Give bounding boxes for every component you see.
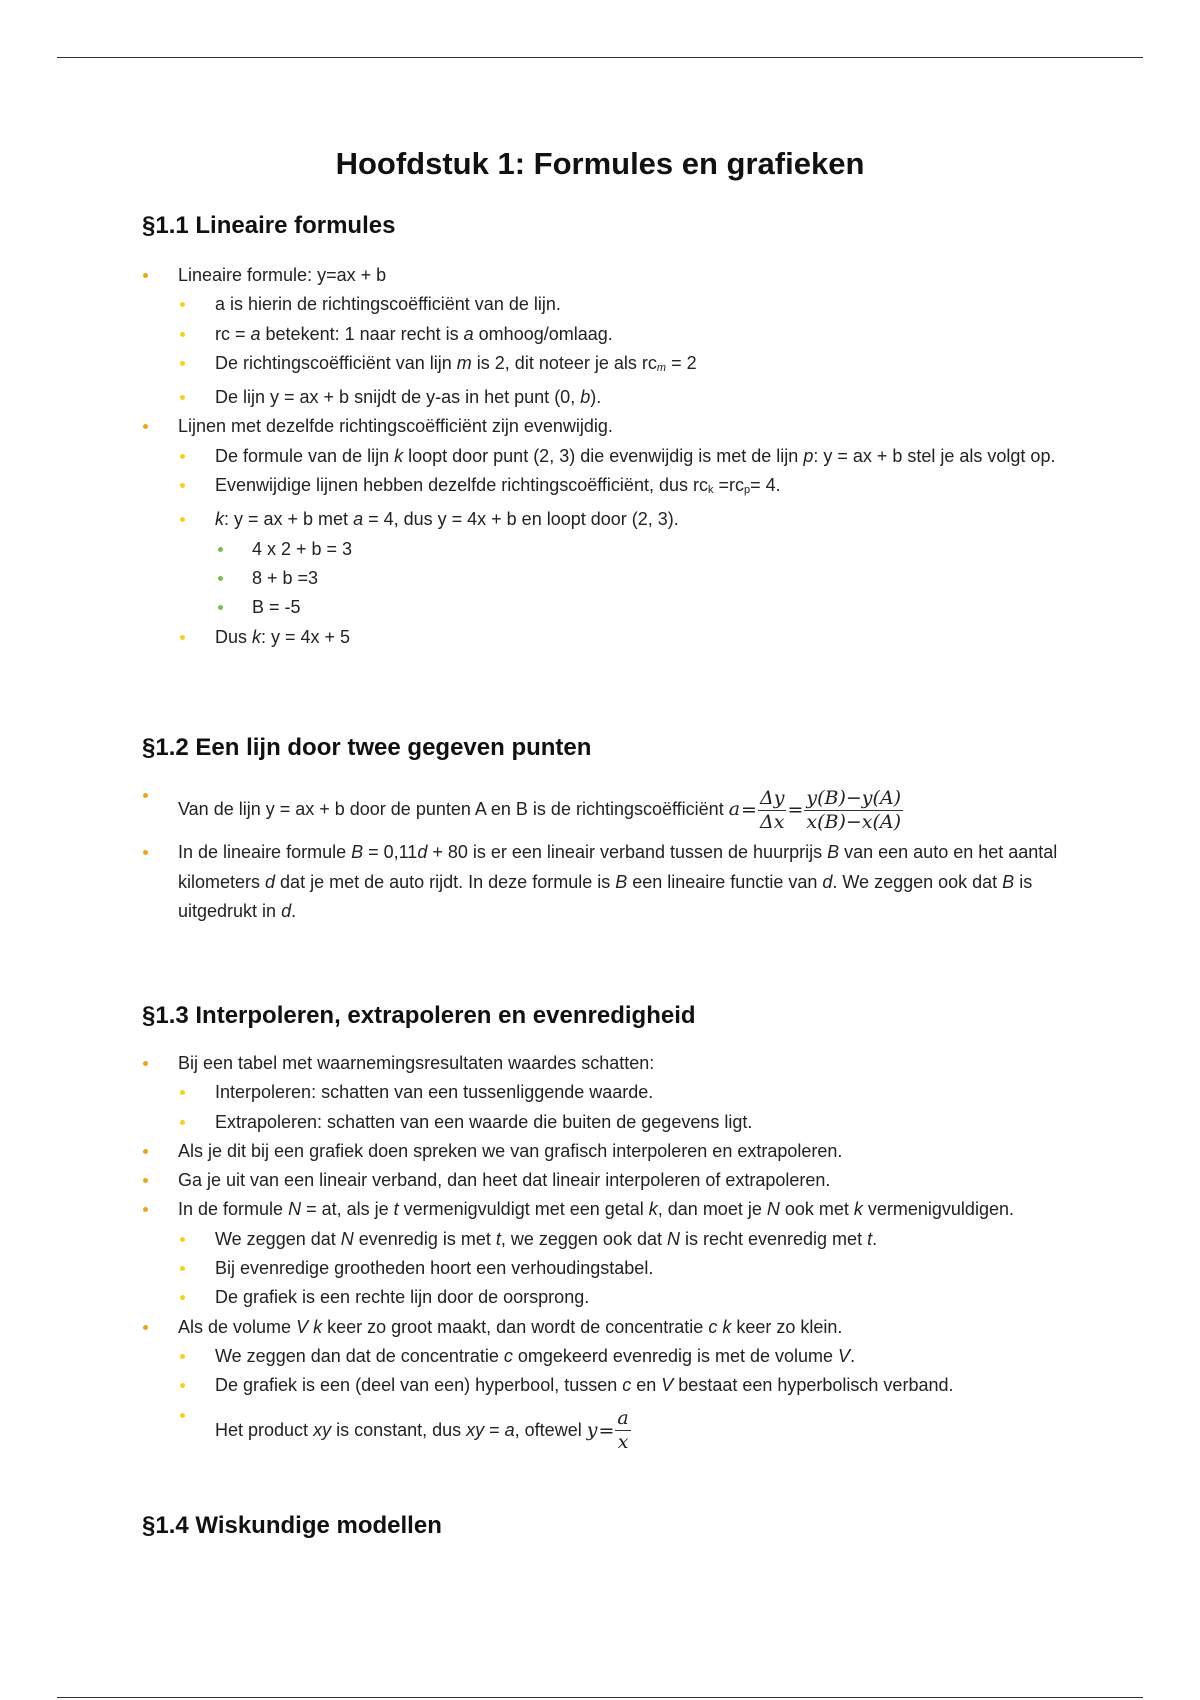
list-item: Extrapoleren: schatten van een waarde die buiten de gegevens ligt. xyxy=(142,1108,1072,1137)
bullet-list xyxy=(142,781,1072,926)
list-item: 8 + b =3 xyxy=(142,564,1072,593)
section-1-4 xyxy=(142,1511,1072,1541)
section-heading: §1.1 Lineaire formules xyxy=(142,212,396,239)
list-item: Bij evenredige grootheden hoort een verhoudingstabel. xyxy=(142,1254,1072,1283)
list-item: rc = a betekent: 1 naar recht is a omhoog/omlaag. xyxy=(142,320,1072,349)
fraction: $\frac{a}{x}$ xyxy=(617,1407,629,1454)
list-item: In de formule N = at, als je t vermenigvuldigt met een getal k, dan moet je N ook met k vermenigvuldigen. xyxy=(142,1195,1072,1224)
fraction: $\frac{\Delta y}{\Delta x}$ xyxy=(759,786,785,833)
list-item: Lineaire formule: y=ax + b xyxy=(142,261,1072,290)
bullet-list xyxy=(142,1049,1072,1460)
section-heading: §1.3 Interpoleren, extrapoleren en evenredigheid xyxy=(142,1002,696,1029)
list-item: De lijn y = ax + b snijdt de y-as in het punt (0, b). xyxy=(142,383,1072,412)
list-item: 4 x 2 + b = 3 xyxy=(142,535,1072,564)
list-item: De formule van de lijn k loopt door punt (2, 3) die evenwijdig is met de lijn p: y = ax + b stel je als volgt op. xyxy=(142,442,1072,471)
section-1-1 xyxy=(142,211,1072,652)
list-item: Ga je uit van een lineair verband, dan heet dat lineair interpoleren of extrapoleren. xyxy=(142,1166,1072,1195)
list-item: In de lineaire formule B = 0,11d + 80 is er een lineair verband tussen de huurprijs B van een auto en het aantal kilometers d dat je met de auto rijdt. In deze formule is B een lineaire functie van d. We zeggen ook dat B is uitgedrukt in d. xyxy=(142,838,1072,926)
header-rule xyxy=(57,57,1143,58)
list-item: B = -5 xyxy=(142,593,1072,622)
list-item: De grafiek is een (deel van een) hyperbool, tussen c en V bestaat een hyperbolisch verband. xyxy=(142,1371,1072,1400)
list-item: Als je dit bij een grafiek doen spreken we van grafisch interpoleren en extrapoleren. xyxy=(142,1137,1072,1166)
section-heading: §1.4 Wiskundige modellen xyxy=(142,1512,442,1539)
section-heading: §1.2 Een lijn door twee gegeven punten xyxy=(142,734,592,761)
list-item: Van de lijn y = ax + b door de punten A en B is de richtingscoëfficiënt a= $\frac{\Delta y}{\Delta x}$ = $\frac{y(B)-y(A)}{x(B)-x(A)}$ xyxy=(142,781,1072,838)
bullet-list xyxy=(142,261,1072,652)
slope-formula: a= $\frac{\Delta y}{\Delta x}$ = $\frac{y(B)-y(A)}{x(B)-x(A)}$ xyxy=(728,786,902,833)
list-item: Evenwijdige lijnen hebben dezelfde richtingscoëfficiënt, dus $rc_k =rc_p= 4$. xyxy=(142,471,1072,505)
hyperbola-formula: y= $\frac{a}{x}$ xyxy=(586,1407,629,1454)
section-1-2 xyxy=(142,733,1072,926)
list-item: Het product xy is constant, dus xy = a, oftewel y= $\frac{a}{x}$ xyxy=(142,1401,1072,1460)
list-item: Dus k: y = 4x + 5 xyxy=(142,623,1072,652)
section-1-3 xyxy=(142,1001,1072,1460)
list-item: We zeggen dan dat de concentratie c omgekeerd evenredig is met de volume V. xyxy=(142,1342,1072,1371)
footer-rule xyxy=(57,1697,1143,1698)
list-item: Lijnen met dezelfde richtingscoëfficiënt zijn evenwijdig. xyxy=(142,412,1072,441)
list-item: We zeggen dat N evenredig is met t, we zeggen ook dat N is recht evenredig met t. xyxy=(142,1225,1072,1254)
list-item: Interpoleren: schatten van een tussenliggende waarde. xyxy=(142,1078,1072,1107)
list-item: k: y = ax + b met a = 4, dus y = 4x + b en loopt door (2, 3). xyxy=(142,505,1072,534)
list-item: Bij een tabel met waarnemingsresultaten waardes schatten: xyxy=(142,1049,1072,1078)
fraction: $\frac{y(B)-y(A)}{x(B)-x(A)}$ xyxy=(806,786,902,833)
list-item: De grafiek is een rechte lijn door de oorsprong. xyxy=(142,1283,1072,1312)
list-item: Als de volume V k keer zo groot maakt, dan wordt de concentratie c k keer zo klein. xyxy=(142,1313,1072,1342)
list-item: a is hierin de richtingscoëfficiënt van de lijn. xyxy=(142,290,1072,319)
list-item: De richtingscoëfficiënt van lijn m is 2, dit noteer je als $rc_m = 2$ xyxy=(142,349,1072,383)
page-title: Hoofdstuk 1: Formules en grafieken xyxy=(335,146,865,181)
